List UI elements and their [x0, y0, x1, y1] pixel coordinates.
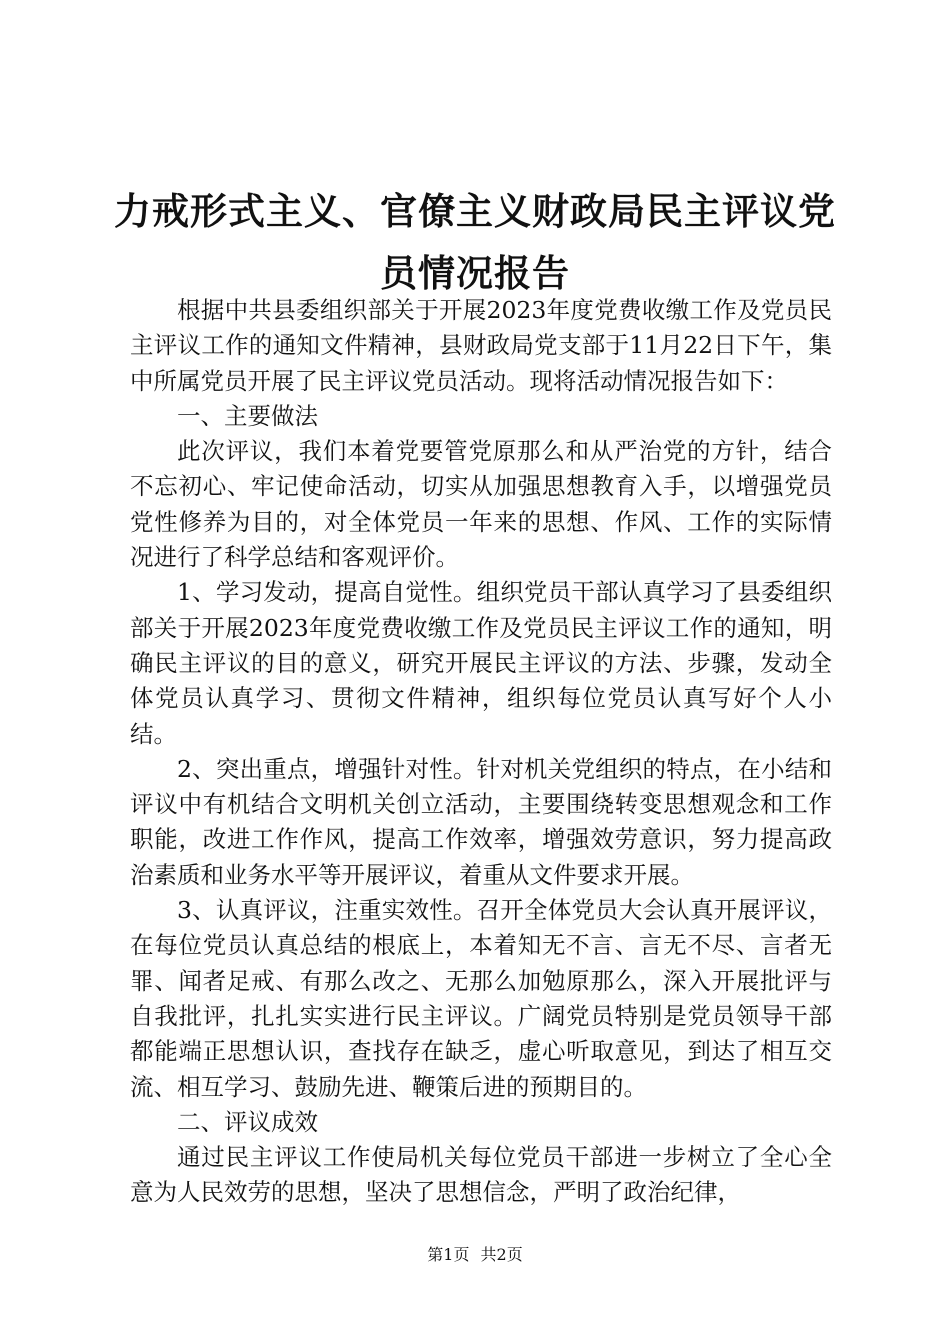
paragraph-point-1: 1、学习发动，提高自觉性。组织党员干部认真学习了县委组织部关于开展2023年度党费收缴工作及党员民主评议工作的通知，明确民主评议的目的意义，研究开展民主评议的方法、步骤，发动全体党员认真学习、贯彻文件精神，组织每位党员认真写好个人小结。 [130, 578, 832, 748]
paragraph-intro: 根据中共县委组织部关于开展2023年度党费收缴工作及党员民主评议工作的通知文件精神，县财政局党支部于11月22日下午，集中所属党员开展了民主评议党员活动。现将活动情况报告如下： [130, 296, 832, 395]
document-title: 力戒形式主义、官僚主义财政局民主评议党员情况报告 [114, 189, 836, 295]
section-heading-results: 二、评议成效 [177, 1107, 318, 1136]
paragraph-results: 通过民主评议工作使局机关每位党员干部进一步树立了全心全意为人民效劳的思想，坚决了思想信念，严明了政治纪律， [130, 1143, 832, 1207]
section-heading-practices: 一、主要做法 [177, 401, 318, 430]
page-number-current: 第1页 [427, 1245, 470, 1264]
document-body [130, 293, 832, 1211]
paragraph-overview: 此次评议，我们本着党要管党原那么和从严治党的方针，结合不忘初心、牢记使命活动，切实从加强思想教育入手，以增强党员党性修养为目的，对全体党员一年来的思想、作风、工作的实际情况进行了科学总结和客观评价。 [130, 437, 832, 572]
page-footer [0, 1245, 950, 1265]
paragraph-point-3: 3、认真评议，注重实效性。召开全体党员大会认真开展评议，在每位党员认真总结的根底上，本着知无不言、言无不尽、言者无罪、闻者足戒、有那么改之、无那么加勉原那么，深入开展批评与自我批评，扎扎实实进行民主评议。广阔党员特别是党员领导干部都能端正思想认识，查找存在缺乏，虚心听取意见，到达了相互交流、相互学习、鼓励先进、鞭策后进的预期目的。 [130, 896, 832, 1101]
page-number-total: 共2页 [480, 1245, 523, 1264]
paragraph-point-2: 2、突出重点，增强针对性。针对机关党组织的特点，在小结和评议中有机结合文明机关创立活动，主要围绕转变思想观念和工作职能，改进工作作风，提高工作效率，增强效劳意识，努力提高政治素质和业务水平等开展评议，着重从文件要求开展。 [130, 754, 832, 889]
